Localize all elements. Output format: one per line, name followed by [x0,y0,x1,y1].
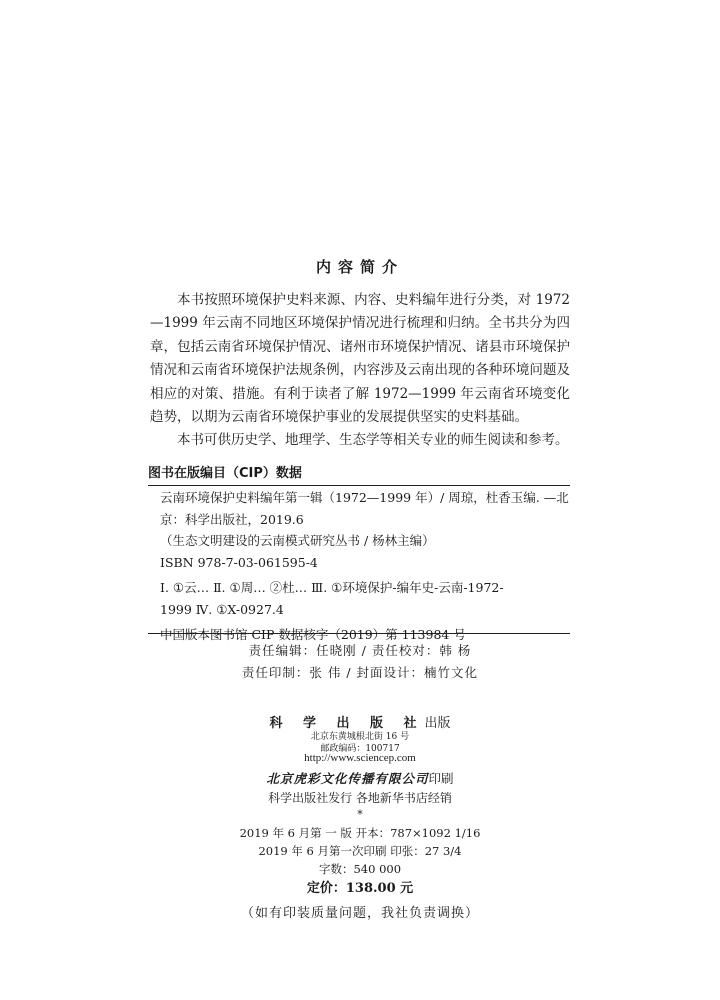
summary-section [150,289,570,453]
publisher-address: 北京东黄城根北街 16 号 [310,732,410,742]
cip-heading: 图书在版编目（CIP）数据 [148,466,302,481]
summary-paragraph: 本书可供历史学、地理学、生态学等相关专业的师生阅读和参考。 [177,432,569,449]
cip-classification-line: Ⅰ. ①云… Ⅱ. ①周… ②杜… Ⅲ. ①环境保护-编年史-云南-1972- [160,580,504,595]
printer-name: 北京虎彩文化传播有限公司 [266,771,429,786]
distribution-line: 科学出版社发行 各地新华书店经销 [268,791,452,805]
cip-classification-line-cont: 1999 Ⅳ. ①X-0927.4 [160,601,284,617]
quality-notice: （如有印装质量问题，我社负责调换） [240,906,479,921]
cip-record-number: 中国版本图书馆 CIP 数据核字（2019）第 113984 号 [160,627,466,642]
summary-paragraph: 本书按照环境保护史料来源、内容、史料编年进行分类，对 1972—1999 年云南不同地区环境保护情况进行梳理和归纳。全书共分为四章，包括云南省环境保护情况、诸州市环境保护情况、诸县市环境保护情况和云南省环境保护法规条例，内容涉及云南出现的各种环境问题及相应的对策、措施。有利于读者了解 1972—1999 年云南省环境变化趋势，以期为云南省环境保护事业的发展提供坚实的史料基础。 [150,292,570,426]
cip-isbn-line: ISBN 978-7-03-061595-4 [160,554,318,570]
cip-block [160,487,570,646]
word-count: 字数：540 000 [318,862,402,876]
cip-title-line: 云南环境保护史料编年第一辑（1972—1999 年）/ 周琼，杜香玉编. —北 [160,490,569,505]
cip-publisher-line: 京：科学出版社，2019.6 [160,511,304,527]
publisher-postcode: 邮政编码：100717 [320,744,400,754]
editor-credits: 责任编辑：任晓刚 / 责任校对：韩 杨 [248,643,472,658]
separator-star: * [357,808,363,821]
page-title: 内容简介 [315,258,404,276]
publisher-suffix: 出版 [424,716,451,731]
publisher-name: 科 学 出 版 社 [269,716,425,731]
cip-bottom-rule [148,633,570,634]
production-credits: 责任印制：张 伟 / 封面设计：楠竹文化 [241,665,479,680]
publisher-website: http://www.sciencep.com [304,752,416,764]
price: 定价：138.00 元 [306,881,414,896]
cip-top-rule [148,485,570,486]
cip-series-line: （生态文明建设的云南模式研究丛书 / 杨林主编） [160,533,435,548]
printing-line: 2019 年 6 月第一次印刷 印张：27 3/4 [258,844,462,858]
edition-line: 2019 年 6 月第 一 版 开本：787×1092 1/16 [239,826,481,840]
printer-line [0,769,720,787]
printer-suffix: 印刷 [428,771,454,786]
